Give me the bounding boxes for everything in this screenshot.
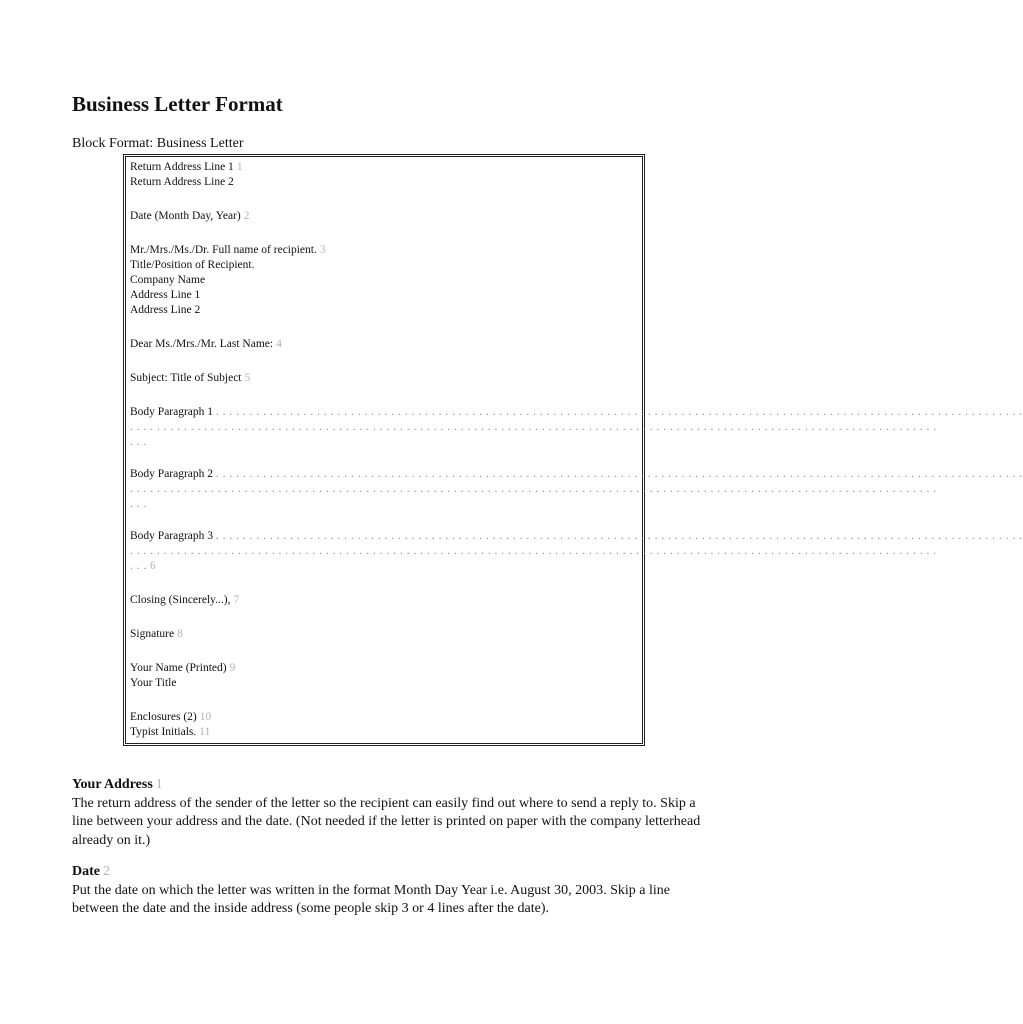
dot-leader: . . . . . . . . . . . . . . . . . . . . . . . . . . . . . . . . . . . . . . . . . . . . . . . . . . . . . . . . . . . . . . . . . . . . . . . . . . . . . . . . . . . . . . . . . . . . . . . . . . . . . . . . . . . . . . . . . . . . . . . . bbox=[130, 421, 937, 433]
marker-10: 10 bbox=[199, 711, 212, 723]
marker-8: 8 bbox=[177, 628, 183, 640]
company-name-line: Company Name bbox=[130, 274, 206, 286]
marker-7: 7 bbox=[233, 594, 240, 606]
closing-text: Closing (Sincerely...), bbox=[130, 594, 231, 606]
body-paragraph-3-text: Body Paragraph 3 bbox=[130, 530, 214, 542]
section-date bbox=[72, 863, 702, 919]
salutation-line bbox=[130, 337, 638, 352]
recipient-title-line: Title/Position of Recipient. bbox=[130, 259, 255, 271]
body-paragraph-2-text: Body Paragraph 2 bbox=[130, 468, 214, 480]
section-heading bbox=[72, 863, 702, 882]
subject-line bbox=[130, 371, 638, 386]
dot-leader: . . . . . . . . . . . . . . . . . . . . . . . . . . . . . . . . . . . . . . . . . . . . . . . . . . . . . . . . . . . . . . . . . . . . . . . . . . . . . . . . . . . . . . . . . . . . . . . . . . . . . . . . . . . . . . . . . . . . . . . . bbox=[215, 530, 1023, 542]
section-body: Put the date on which the letter was written in the format Month Day Year i.e. August 30, 2003. Skip a line between the date and the inside address (some people skip 3 or 4 lines after the date). bbox=[72, 882, 671, 916]
dot-leader-short: . . . bbox=[130, 560, 147, 572]
letter-template-box bbox=[123, 154, 1023, 746]
marker-1: 1 bbox=[155, 777, 163, 792]
return-address-line-2: Return Address Line 2 bbox=[130, 176, 234, 188]
body-paragraph-1-text: Body Paragraph 1 bbox=[130, 406, 214, 418]
your-name-line bbox=[130, 661, 638, 676]
dot-line bbox=[130, 544, 937, 559]
enclosures-line bbox=[130, 710, 638, 725]
letter-template bbox=[130, 160, 1023, 740]
address-line-2: Address Line 2 bbox=[130, 304, 201, 316]
body-paragraph-1 bbox=[130, 405, 1023, 420]
marker-2: 2 bbox=[243, 210, 250, 222]
section-heading bbox=[72, 776, 702, 795]
marker-9: 9 bbox=[229, 662, 236, 674]
dot-leader: . . . . . . . . . . . . . . . . . . . . . . . . . . . . . . . . . . . . . . . . . . . . . . . . . . . . . . . . . . . . . . . . . . . . . . . . . . . . . . . . . . . . . . . . . . . . . . . . . . . . . . . . . . . . . . . . . . . . . . . . bbox=[215, 468, 1023, 480]
dot-line-end bbox=[130, 559, 638, 574]
dot-line-end bbox=[130, 435, 638, 450]
marker-1: 1 bbox=[236, 161, 243, 173]
marker-4: 4 bbox=[276, 338, 282, 350]
dot-line bbox=[130, 482, 937, 497]
salutation-text: Dear Ms./Mrs./Mr. Last Name: bbox=[130, 338, 274, 350]
recipient-name-line bbox=[130, 243, 638, 258]
page-title: Business Letter Format bbox=[72, 92, 283, 116]
marker-6: 6 bbox=[149, 560, 156, 572]
return-address-line-1-text: Return Address Line 1 bbox=[130, 161, 234, 173]
recipient-name-text: Mr./Mrs./Ms./Dr. Full name of recipient. bbox=[130, 244, 317, 256]
dot-line bbox=[130, 420, 937, 435]
section-your-address bbox=[72, 776, 702, 850]
marker-2: 2 bbox=[103, 864, 110, 879]
dot-leader-short: . . . bbox=[130, 436, 147, 448]
closing-line bbox=[130, 593, 638, 608]
body-paragraph-2 bbox=[130, 467, 1023, 482]
explanation-sections bbox=[72, 776, 702, 932]
typist-initials-line bbox=[130, 725, 638, 740]
date-text: Date (Month Day, Year) bbox=[130, 210, 241, 222]
signature-line bbox=[130, 627, 638, 642]
dot-leader: . . . . . . . . . . . . . . . . . . . . . . . . . . . . . . . . . . . . . . . . . . . . . . . . . . . . . . . . . . . . . . . . . . . . . . . . . . . . . . . . . . . . . . . . . . . . . . . . . . . . . . . . . . . . . . . . . . . . . . . . bbox=[215, 406, 1023, 418]
address-line-1: Address Line 1 bbox=[130, 289, 201, 301]
return-address-line-1 bbox=[130, 160, 638, 175]
dot-leader-short: . . . bbox=[130, 498, 147, 510]
dot-line-end bbox=[130, 497, 638, 512]
body-paragraph-3 bbox=[130, 529, 1023, 544]
marker-5: 5 bbox=[244, 372, 251, 384]
marker-3: 3 bbox=[319, 244, 326, 256]
typist-initials-text: Typist Initials. bbox=[130, 726, 197, 738]
your-name-text: Your Name (Printed) bbox=[130, 662, 227, 674]
signature-text: Signature bbox=[130, 628, 175, 640]
section-heading-text: Your Address bbox=[72, 777, 153, 792]
section-heading-text: Date bbox=[72, 864, 100, 879]
dot-leader: . . . . . . . . . . . . . . . . . . . . . . . . . . . . . . . . . . . . . . . . . . . . . . . . . . . . . . . . . . . . . . . . . . . . . . . . . . . . . . . . . . . . . . . . . . . . . . . . . . . . . . . . . . . . . . . . . . . . . . . . bbox=[130, 483, 937, 495]
enclosures-text: Enclosures (2) bbox=[130, 711, 197, 723]
page-subtitle: Block Format: Business Letter bbox=[72, 136, 244, 151]
marker-11: 11 bbox=[199, 726, 211, 738]
dot-leader: . . . . . . . . . . . . . . . . . . . . . . . . . . . . . . . . . . . . . . . . . . . . . . . . . . . . . . . . . . . . . . . . . . . . . . . . . . . . . . . . . . . . . . . . . . . . . . . . . . . . . . . . . . . . . . . . . . . . . . . . bbox=[130, 545, 937, 557]
your-title-line: Your Title bbox=[130, 677, 177, 689]
section-body: The return address of the sender of the letter so the recipient can easily find out where to send a reply to. Skip a line between your address and the date. (Not needed if the letter is printed on paper with the company letterhead already on it.) bbox=[72, 795, 701, 848]
subject-text: Subject: Title of Subject bbox=[130, 372, 242, 384]
date-line bbox=[130, 209, 638, 224]
